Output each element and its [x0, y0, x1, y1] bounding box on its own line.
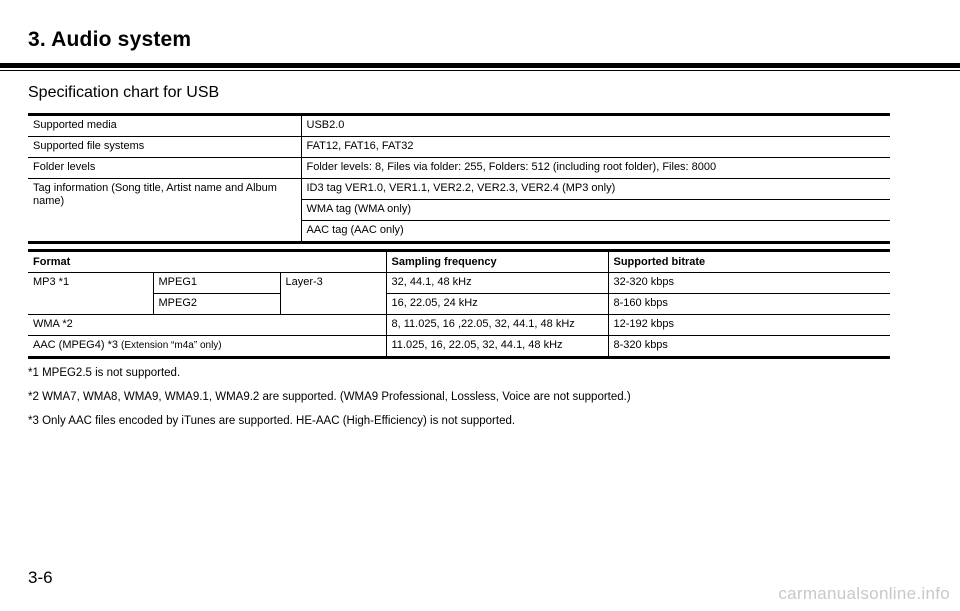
table-cell-label: Tag information (Song title, Artist name and Album name): [28, 179, 301, 243]
table-cell-value: WMA tag (WMA only): [301, 200, 890, 221]
supported-bitrate: 8-320 kbps: [613, 339, 668, 351]
format-aac-note: (Extension “m4a” only): [121, 340, 222, 351]
supported-bitrate: 8-160 kbps: [608, 294, 890, 315]
table-cell-label: Supported file systems: [28, 137, 301, 158]
footnotes: [28, 366, 631, 438]
table-header-row: [28, 251, 890, 273]
supported-bitrate: 32-320 kbps: [608, 273, 890, 294]
header-sampling-frequency: Sampling frequency: [386, 251, 608, 273]
table-row: [28, 115, 890, 137]
watermark: carmanualsonline.info: [778, 584, 950, 603]
sampling-frequency: 8, 11.025, 16 ,22.05, 32, 44.1, 48 kHz: [386, 315, 608, 336]
table-cell-label: Folder levels: [28, 158, 301, 179]
header-rule-thick: [0, 63, 960, 68]
mp3-layer: Layer-3: [280, 273, 386, 315]
supported-bitrate: 12-192 kbps: [608, 315, 890, 336]
table-cell-value: USB2.0: [301, 115, 890, 137]
table-row: [28, 273, 890, 294]
header-supported-bitrate: Supported bitrate: [608, 251, 890, 273]
table-row: [28, 294, 890, 315]
table-row: [28, 315, 890, 336]
table-cell-value: Folder levels: 8, Files via folder: 255, Folders: 512 (including root folder), Files: 8000: [301, 158, 890, 179]
table-cell-value: AAC tag (AAC only): [306, 224, 404, 236]
mpeg-version: MPEG2: [153, 294, 280, 315]
table-cell-value: ID3 tag VER1.0, VER1.1, VER2.2, VER2.3, VER2.4 (MP3 only): [301, 179, 890, 200]
table-row: [28, 137, 890, 158]
table-cell-label: Supported media: [28, 115, 301, 137]
sampling-frequency: 11.025, 16, 22.05, 32, 44.1, 48 kHz: [386, 336, 608, 358]
table-row: [28, 179, 890, 200]
footnote: *3 Only AAC files encoded by iTunes are supported. HE-AAC (High-Efficiency) is not supported.: [28, 415, 516, 427]
sampling-frequency: 16, 22.05, 24 kHz: [386, 294, 608, 315]
usb-spec-table: [28, 113, 890, 244]
chapter-title: 3. Audio system: [28, 28, 192, 51]
footnote: *1 MPEG2.5 is not supported.: [28, 367, 181, 379]
table-row: [28, 336, 890, 358]
mpeg-version: MPEG1: [153, 273, 280, 294]
table-cell-value: FAT12, FAT16, FAT32: [301, 137, 890, 158]
page-number: 3-6: [28, 568, 53, 587]
header-rule-thin: [0, 70, 960, 71]
section-title: Specification chart for USB: [28, 84, 220, 101]
format-aac-label: AAC (MPEG4) *3: [33, 339, 118, 351]
sampling-frequency: 32, 44.1, 48 kHz: [386, 273, 608, 294]
audio-format-table: [28, 249, 890, 359]
format-aac: [28, 336, 386, 358]
format-mp3: MP3 *1: [28, 273, 153, 315]
table-row: [28, 158, 890, 179]
header-format: Format: [28, 251, 386, 273]
footnote: *2 WMA7, WMA8, WMA9, WMA9.1, WMA9.2 are supported. (WMA9 Professional, Lossless, Voice are not supported.): [28, 391, 631, 403]
format-wma: WMA *2: [28, 315, 386, 336]
